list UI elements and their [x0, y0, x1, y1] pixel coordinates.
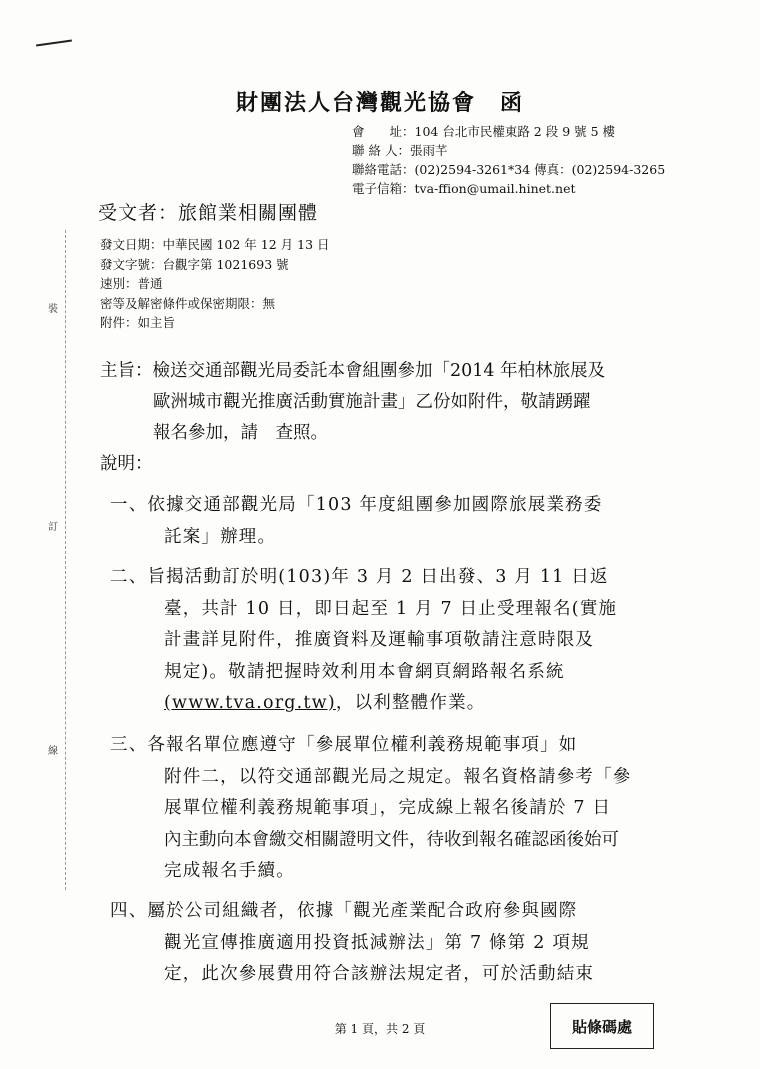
- item-line: 觀光宣傳推廣適用投資抵減辦法」第 7 條第 2 項規: [164, 932, 590, 953]
- explanation-item-2: [110, 562, 710, 720]
- explanation-heading: 說明：: [100, 454, 153, 474]
- subject-line: 報名參加，請 查照。: [153, 423, 328, 443]
- corner-mark: [36, 40, 72, 47]
- contact-phone-fax: 聯絡電話：(02)2594-3261*34 傳真：(02)2594-3265: [352, 162, 666, 177]
- subject-line: 歐洲城市觀光推廣活動實施計畫」乙份如附件，敬請踴躍: [153, 392, 591, 412]
- recipient: 受文者：旅館業相關團體: [98, 202, 319, 224]
- meta-block: [100, 235, 330, 333]
- subject-line: 主旨：檢送交通部觀光局委託本會組團參加「2014 年柏林旅展及: [100, 361, 606, 381]
- document-title: 財團法人台灣觀光協會 函: [235, 90, 524, 116]
- item-line: 四、屬於公司組織者，依據「觀光產業配合政府參與國際: [110, 901, 578, 921]
- explanation-item-4: [110, 896, 710, 991]
- barcode-label: 貼條碼處: [571, 1017, 632, 1036]
- barcode-placeholder: [550, 1003, 654, 1049]
- confidentiality: 密等及解密條件或保密期限：無: [100, 295, 276, 311]
- item-line: 一、依據交通部觀光局「103 年度組團參加國際旅展業務委: [110, 495, 603, 515]
- item-line: 規定)。敬請把握時效利用本會網頁網路報名系統: [164, 661, 565, 682]
- contact-block: [352, 122, 665, 198]
- item-line: 附件二，以符交通部觀光局之規定。報名資格請參考「參: [164, 766, 632, 787]
- delivery-speed: 速別：普通: [100, 276, 163, 291]
- item-line: 三、各報名單位應遵守「參展單位權利義務規範事項」如: [110, 735, 578, 755]
- contact-address: 會 址：104 台北市民權東路 2 段 9 號 5 樓: [352, 124, 616, 139]
- explanation-item-1: [110, 490, 710, 553]
- item-line: 展單位權利義務規範事項」，完成線上報名後請於 7 日: [164, 798, 612, 818]
- registration-url-link[interactable]: (www.tva.org.tw): [164, 693, 336, 713]
- item-line: [110, 688, 710, 720]
- item-line: 內主動向本會繳交相關證明文件，待收到報名確認函後始可: [164, 829, 619, 850]
- binding-label-line: 線: [48, 746, 58, 757]
- binding-label-bind: 裝: [48, 304, 58, 315]
- issue-date: 發文日期：中華民國 102 年 12 月 13 日: [100, 237, 330, 252]
- page-number: 第 1 頁，共 2 頁: [334, 1022, 426, 1036]
- item-line: 託案」辦理。: [164, 526, 277, 547]
- contact-email: 電子信箱：tva-ffion@umail.hinet.net: [352, 181, 576, 196]
- item-line: 二、旨揭活動訂於明(103)年 3 月 2 日出發、3 月 11 日返: [110, 567, 609, 587]
- subject: [100, 356, 700, 449]
- item-line: 計畫詳見附件，推廣資料及運輸事項敬請注意時限及: [164, 630, 595, 650]
- item-line-rest: ，以利整體作業。: [335, 693, 486, 713]
- binding-label-staple: 訂: [48, 522, 58, 533]
- attachment: 附件：如主旨: [100, 315, 176, 330]
- contact-person: 聯 絡 人：張雨芊: [352, 143, 448, 158]
- explanation-item-3: [110, 730, 710, 888]
- binding-line: [65, 230, 66, 890]
- document-number: 發文字號：台觀字第 1021693 號: [100, 256, 289, 272]
- item-line: 完成報名手續。: [164, 861, 295, 881]
- item-line: 定，此次參展費用符合該辦法規定者，可於活動結束: [164, 964, 595, 984]
- item-line: 臺，共計 10 日，即日起至 1 月 7 日止受理報名(實施: [164, 598, 618, 619]
